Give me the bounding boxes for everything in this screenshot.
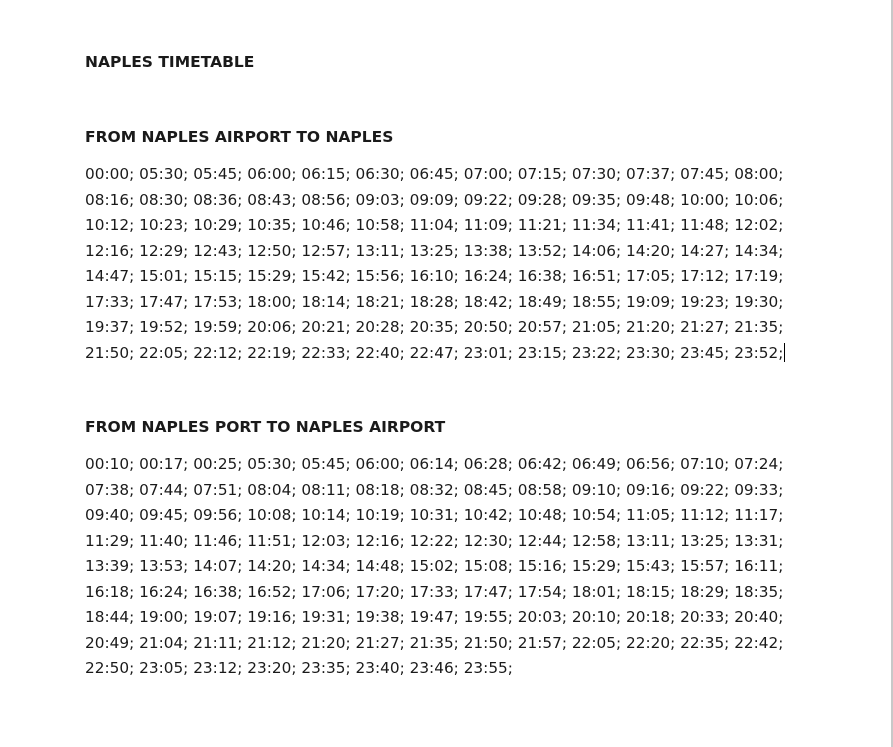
timetable-line: 12:16; 12:29; 12:43; 12:50; 12:57; 13:11; 13:25; 13:38; 13:52; 14:06; 14:20; 14:27; 14:34; [85, 241, 784, 260]
timetable-line: 10:12; 10:23; 10:29; 10:35; 10:46; 10:58; 11:04; 11:09; 11:21; 11:34; 11:41; 11:48; 12:02; [85, 216, 784, 234]
section-heading-airport-to-naples: FROM NAPLES AIRPORT TO NAPLES [85, 128, 394, 146]
timetable-line: 19:37; 19:52; 19:59; 20:06; 20:21; 20:28; 20:35; 20:50; 20:57; 21:05; 21:20; 21:27; 21:35; [85, 318, 784, 336]
timetable-line: 16:18; 16:24; 16:38; 16:52; 17:06; 17:20; 17:33; 17:47; 17:54; 18:01; 18:15; 18:29; 18:35; [85, 582, 784, 601]
timetable-line-last [85, 341, 784, 367]
timetable-line: 13:39; 13:53; 14:07; 14:20; 14:34; 14:48; 15:02; 15:08; 15:16; 15:29; 15:43; 15:57; 16:11; [85, 557, 784, 575]
timetable-port-to-airport[interactable] [85, 452, 784, 682]
timetable-line: 14:47; 15:01; 15:15; 15:29; 15:42; 15:56; 16:10; 16:24; 16:38; 16:51; 17:05; 17:12; 17:19; [85, 267, 784, 285]
timetable-line: 17:33; 17:47; 17:53; 18:00; 18:14; 18:21; 18:28; 18:42; 18:49; 18:55; 19:09; 19:23; 19:30; [85, 292, 784, 311]
timetable-line: 09:40; 09:45; 09:56; 10:08; 10:14; 10:19; 10:31; 10:42; 10:48; 10:54; 11:05; 11:12; 11:17; [85, 506, 784, 524]
timetable-line: 18:44; 19:00; 19:07; 19:16; 19:31; 19:38; 19:47; 19:55; 20:03; 20:10; 20:18; 20:33; 20:40; [85, 608, 784, 626]
timetable-line: 22:50; 23:05; 23:12; 23:20; 23:35; 23:40; 23:46; 23:55; [85, 659, 513, 677]
timetable-line: 20:49; 21:04; 21:11; 21:12; 21:20; 21:27; 21:35; 21:50; 21:57; 22:05; 22:20; 22:35; 22:42; [85, 633, 784, 652]
timetable-line: 11:29; 11:40; 11:46; 11:51; 12:03; 12:16; 12:22; 12:30; 12:44; 12:58; 13:11; 13:25; 13:31; [85, 531, 784, 550]
text-cursor [784, 343, 785, 362]
section-heading-port-to-airport: FROM NAPLES PORT TO NAPLES AIRPORT [85, 418, 446, 436]
timetable-line-text: 21:50; 22:05; 22:12; 22:19; 22:33; 22:40; 22:47; 23:01; 23:15; 23:22; 23:30; 23:45; 23:52; [85, 343, 784, 362]
timetable-line: 00:00; 05:30; 05:45; 06:00; 06:15; 06:30; 06:45; 07:00; 07:15; 07:30; 07:37; 07:45; 08:00; [85, 165, 784, 183]
timetable-line: 00:10; 00:17; 00:25; 05:30; 05:45; 06:00; 06:14; 06:28; 06:42; 06:49; 06:56; 07:10; 07:24; [85, 455, 784, 473]
timetable-line: 08:16; 08:30; 08:36; 08:43; 08:56; 09:03; 09:09; 09:22; 09:28; 09:35; 09:48; 10:00; 10:06; [85, 190, 784, 209]
document-title: NAPLES TIMETABLE [85, 53, 255, 71]
timetable-line: 07:38; 07:44; 07:51; 08:04; 08:11; 08:18; 08:32; 08:45; 08:58; 09:10; 09:16; 09:22; 09:33; [85, 480, 784, 499]
timetable-airport-to-naples[interactable] [85, 162, 784, 366]
